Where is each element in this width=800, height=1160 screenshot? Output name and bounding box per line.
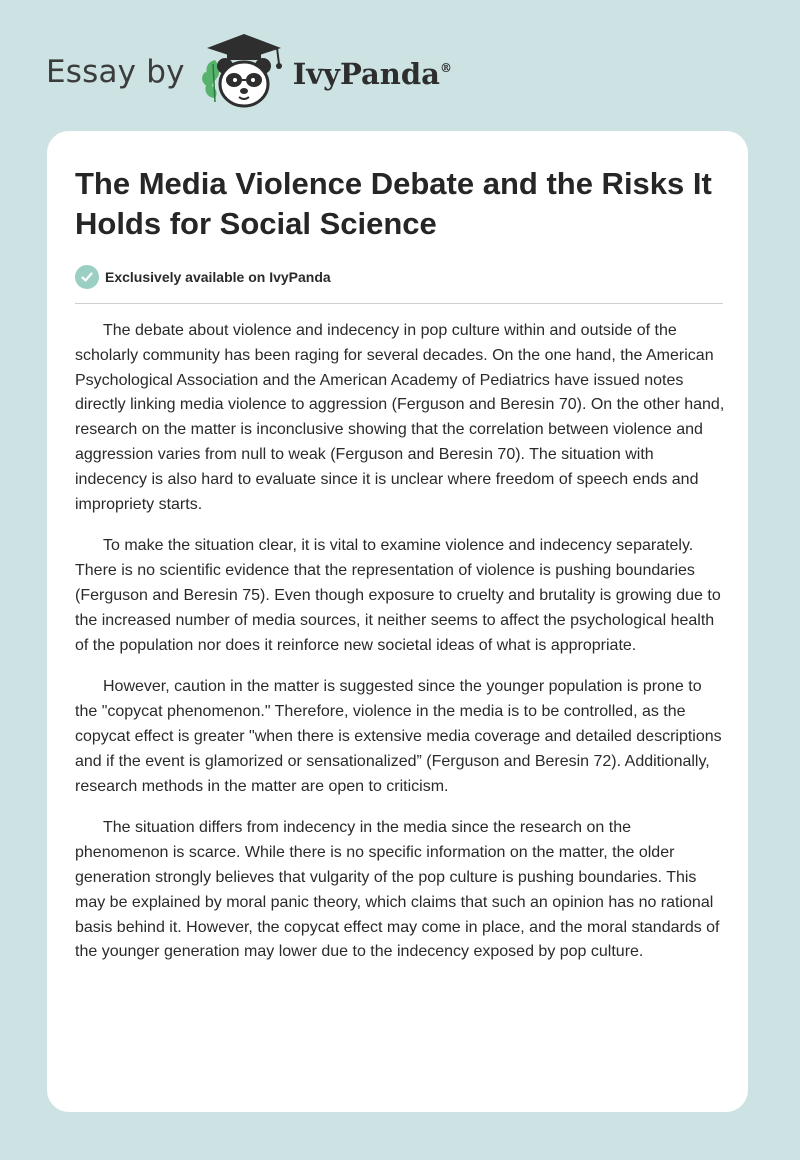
essay-by-label: Essay by: [46, 54, 185, 90]
essay-title: The Media Violence Debate and the Risks It Holds for Social Science: [75, 166, 712, 241]
divider: [75, 303, 723, 304]
paragraph-4: The situation differs from indecency in the media since the research on the phenomenon is scarce. While there is no specific information on the matter, the older generation strongly believes that vulgarity of the pop culture is pushing boundaries. This may be explained by moral panic theory, which claims that such an opinion has no rational basis behind it. However, the copycat effect may come in place, and the moral standards of the younger generation may lower due to the indecency exposed by pop culture.: [75, 819, 720, 961]
paragraph-2: To make the situation clear, it is vital to examine violence and indecency separately. There is no scientific evidence that the representation of violence is pushing boundaries (Ferguson and Beresin 75). Even though exposure to cruelty and brutality is growing due to the increased number of media sources, it neither seems to affect the psychological health of the population nor does it reinforce new societal ideas of what is appropriate.: [75, 537, 721, 654]
paragraph-3: However, caution in the matter is suggested since the younger population is prone to the "copycat phenomenon." Therefore, violence in the media is to be controlled, as the copycat effect is greater "when there is extensive media coverage and detailed descriptions and if the event is glamorized or sensationalized” (Ferguson and Beresin 72). Additionally, research methods in the matter are open to criticism.: [75, 678, 722, 795]
essay-card: [47, 131, 748, 1112]
registered-mark: ®: [439, 61, 452, 75]
brand-name[interactable]: IvyPanda®: [292, 57, 452, 91]
badge-label: Exclusively available on IvyPanda: [105, 269, 331, 285]
essay-body: [75, 319, 727, 982]
panda-logo-icon[interactable]: [199, 30, 289, 114]
paragraph-1: The debate about violence and indecency in pop culture within and outside of the scholarly community has been raging for several decades. On the one hand, the American Psychological Association and the American Academy of Pediatrics have issued notes directly linking media violence to aggression (Ferguson and Beresin 70). On the other hand, research on the matter is inconclusive showing that the correlation between violence and aggression varies from null to weak (Ferguson and Beresin 70). The situation with indecency is also hard to evaluate since it is unclear where freedom of speech ends and impropriety starts.: [75, 322, 725, 513]
exclusive-badge: [75, 264, 331, 290]
site-header: [46, 30, 452, 114]
checkmark-icon: [75, 265, 99, 289]
